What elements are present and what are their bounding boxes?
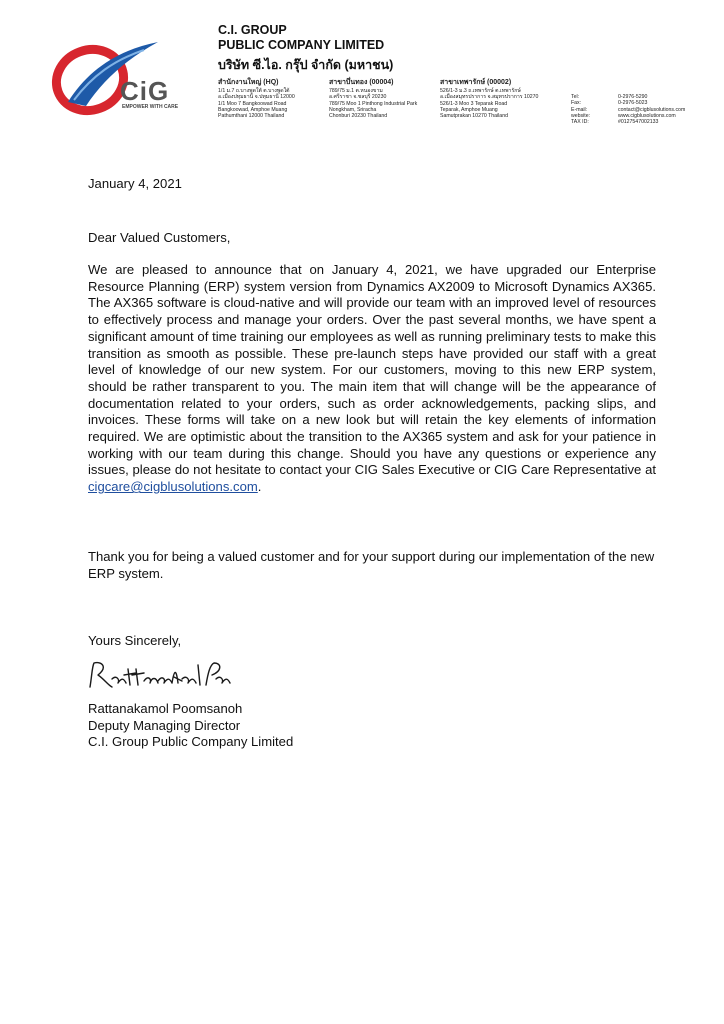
branch-line: 1/1 Moo 7 Bangkoowad Road <box>218 100 287 107</box>
company-name-english <box>218 23 384 53</box>
branch-line: Samutprakan 10270 Thailand <box>440 113 508 120</box>
contact-value: #0127547002133 <box>618 119 659 126</box>
signature-scribble-icon <box>86 657 236 693</box>
signer-name: Rattanakamol Poomsanoh <box>88 701 243 716</box>
signer-title: Deputy Managing Director <box>88 717 241 733</box>
contact-value: 0-2976-5290 <box>618 94 648 100</box>
branch-teparak <box>440 78 538 119</box>
branch-line: Pathumthani 12000 Thailand <box>218 113 285 120</box>
branch-pinthong <box>329 78 417 119</box>
branch-hq <box>218 78 295 119</box>
branch-line: อ.ศรีราชา จ.ชลบุรี 20230 <box>329 94 387 101</box>
contact-label: TAX ID: <box>571 119 589 126</box>
contact-value: www.cigblusolutions.com <box>618 112 676 119</box>
branch-line: 1/1 ม.7 ถ.บางพูดใต้ ต.บางพูดใต้ <box>218 88 290 94</box>
contact-value: 0-2976-5023 <box>618 100 648 107</box>
signer-company: C.I. Group Public Company Limited <box>88 734 294 750</box>
contact-value: contact@cigblusolutions.com <box>618 106 686 113</box>
contact-label: Tel: <box>571 94 580 100</box>
letter-date: January 4, 2021 <box>88 176 182 191</box>
branch-line: 526/1-3 ม.3 ถ.เทพารักษ์ ต.เทพารักษ์ <box>440 88 521 94</box>
contact-label: Fax: <box>571 100 582 107</box>
body-end: . <box>257 479 262 495</box>
handwritten-signature <box>86 657 236 693</box>
company-name-line2: PUBLIC COMPANY LIMITED <box>218 38 385 52</box>
branch-line: Bangkoowad, Amphoe Muang <box>218 106 288 113</box>
branch-heading: สาขาเทพารักษ์ (00002) <box>440 79 512 86</box>
contact-info <box>571 94 685 125</box>
branch-heading: สำนักงานใหญ่ (HQ) <box>218 79 279 86</box>
letter-greeting: Dear Valued Customers, <box>88 230 231 245</box>
branch-line: Chonburi 20230 Thailand <box>329 113 388 120</box>
letter-thanks: Thank you for being a valued customer and for your support during our implementation of the new ERP system. <box>88 549 655 581</box>
branch-line: อ.เมืองสมุทรปราการ จ.สมุทรปราการ 10270 <box>440 94 539 101</box>
email-link[interactable]: cigcare@cigblusolutions.com <box>88 479 258 495</box>
logo-tagline: EMPOWER WITH CARE <box>122 104 179 110</box>
company-name-line1: C.I. GROUP <box>218 23 287 37</box>
branch-line: 526/1-3 Moo 3 Teparak Road <box>440 100 508 107</box>
body-text: We are pleased to announce that on January 4, 2021, we have upgraded our Enterprise Resource Planning (ERP) system version from Dynamics AX2009 to Microsoft Dynamics AX365. The AX365 software is cloud-native and will provide our team with an improved level of resources to effectively process and manage your orders. Over the past several months, we have spent a significant amount of time training our employees as well as running preliminary tests to make this transition as smooth as possible. These pre-launch steps have provided our staff with a great level of knowledge of our new system. For our customers, moving to this new ERP system, should be rather transparent to you. The main item that will change will be the appearance of documentation related to your orders, such as order acknowledgements, packing slips, and invoices. These forms will take on a new look but will retain the key elements of information required. We are optimistic about the transition to the AX365 system and ask for your patience in working with our team during this change. Should you have any questions or experience any issues, please do not hesitate to contact your CIG Sales Executive or CIG Care Representative at <box>88 262 656 478</box>
logo-wordmark: CiG <box>120 76 170 106</box>
branch-line: Nongkham, Sriracha <box>329 106 377 113</box>
letter-closing: Yours Sincerely, <box>88 633 182 648</box>
branch-line: อ.เมืองปทุมธานี จ.ปทุมธานี 12000 <box>218 94 295 101</box>
contact-label: website: <box>571 112 591 119</box>
branch-line: 789/75 Moo 1 Pinthong Industrial Park <box>329 100 418 107</box>
branch-line: 789/75 ม.1 ต.หนองขาม <box>329 88 383 94</box>
contact-label: E-mail: <box>571 106 588 113</box>
branch-heading: สาขาบึ่นทอง (00004) <box>329 79 394 86</box>
company-name-thai: บริษัท ซี.ไอ. กรุ๊ป จำกัด (มหาชน) <box>218 58 394 72</box>
contact-row-taxid <box>571 119 685 125</box>
letter-body <box>88 262 656 496</box>
signer-block <box>88 701 293 751</box>
branch-line: Teparak, Amphoe Muang <box>440 106 498 113</box>
